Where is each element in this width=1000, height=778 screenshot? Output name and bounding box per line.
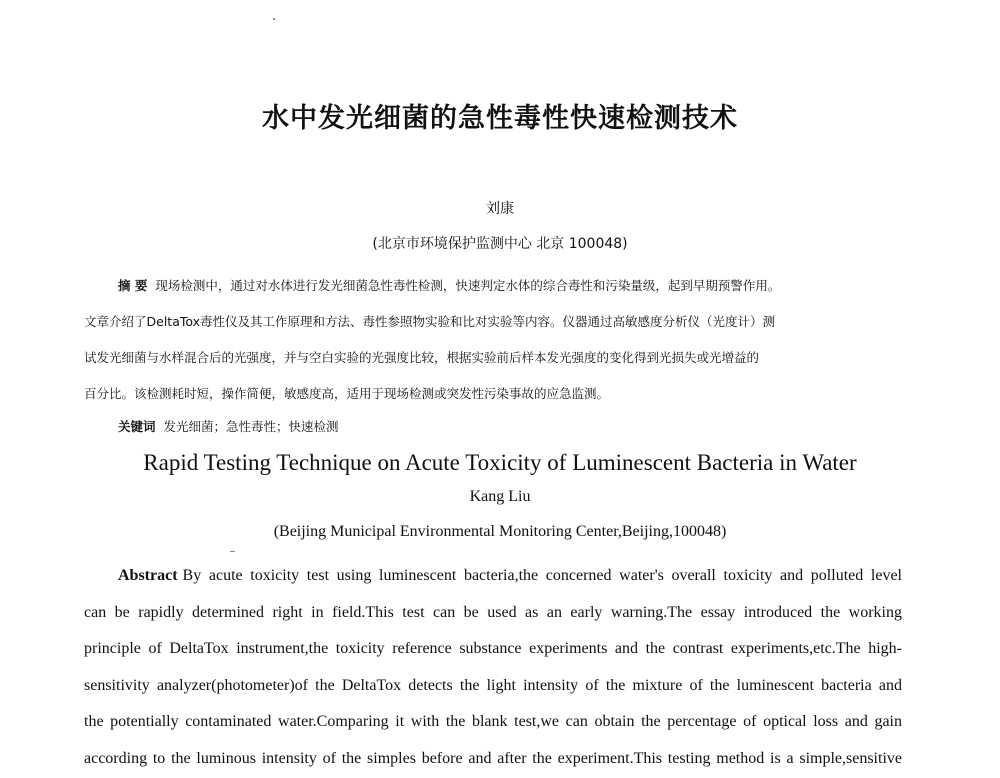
english-abstract-line: the potentially contaminated water.Comparing it with the blank test,we can obtain the percentage of optical loss and gain [84,713,902,731]
chinese-title: 水中发光细菌的急性毒性快速检测技术 [262,103,738,134]
english-author: Kang Liu [469,488,531,505]
english-abstract-line: principle of DeltaTox instrument,the toxicity reference substance experiments and the contrast experiments,etc.The high- [84,640,902,658]
english-affiliation: (Beijing Municipal Environmental Monitoring Center,Beijing,100048) [273,523,727,540]
english-abstract-line: sensitivity analyzer(photometer)of the DeltaTox detects the light intensity of the mixture of the luminescent bacteria and [84,676,902,694]
chinese-abstract-line: 文章介绍了DeltaTox毒性仪及其工作原理和方法、毒性参照物实验和比对实验等内容。仪器通过高敏感度分析仪（光度计）测 [84,314,776,329]
chinese-keywords [118,417,898,435]
chinese-keywords-label: 关键词 [118,419,156,434]
english-abstract [84,558,902,778]
chinese-abstract [84,268,902,412]
scan-speck [273,18,275,20]
english-title: Rapid Testing Technique on Acute Toxicity of Luminescent Bacteria in Water [143,450,857,475]
chinese-abstract-line: 摘 要 现场检测中，通过对水体进行发光细菌急性毒性检测，快速判定水体的综合毒性和污染量级，起到早期预警作用。 [118,278,781,293]
english-abstract-line: according to the luminous intensity of the simples before and after the experiment.This testing method is a simple,sensitive [84,749,902,767]
scan-speck [230,551,235,552]
chinese-author: 刘康 [486,201,514,217]
english-abstract-line: can be rapidly determined right in field.This test can be used as an early warning.The essay introduced the working [84,603,902,621]
english-abstract-line: Abstract By acute toxicity test using luminescent bacteria,the concerned water's overall toxicity and polluted level [118,567,902,584]
chinese-abstract-label: 摘 要 [118,278,148,293]
chinese-keywords-text: 发光细菌；急性毒性；快速检测 [163,419,339,434]
chinese-affiliation: (北京市环境保护监测中心 北京 100048) [372,236,628,252]
chinese-abstract-line: 试发光细菌与水样混合后的光强度，并与空白实验的光强度比较，根据实验前后样本发光强度的变化得到光损失或光增益的 [84,350,760,365]
english-abstract-label: Abstract [118,567,178,584]
chinese-abstract-line: 百分比。该检测耗时短，操作简便，敏感度高，适用于现场检测或突发性污染事故的应急监测。 [84,386,610,401]
